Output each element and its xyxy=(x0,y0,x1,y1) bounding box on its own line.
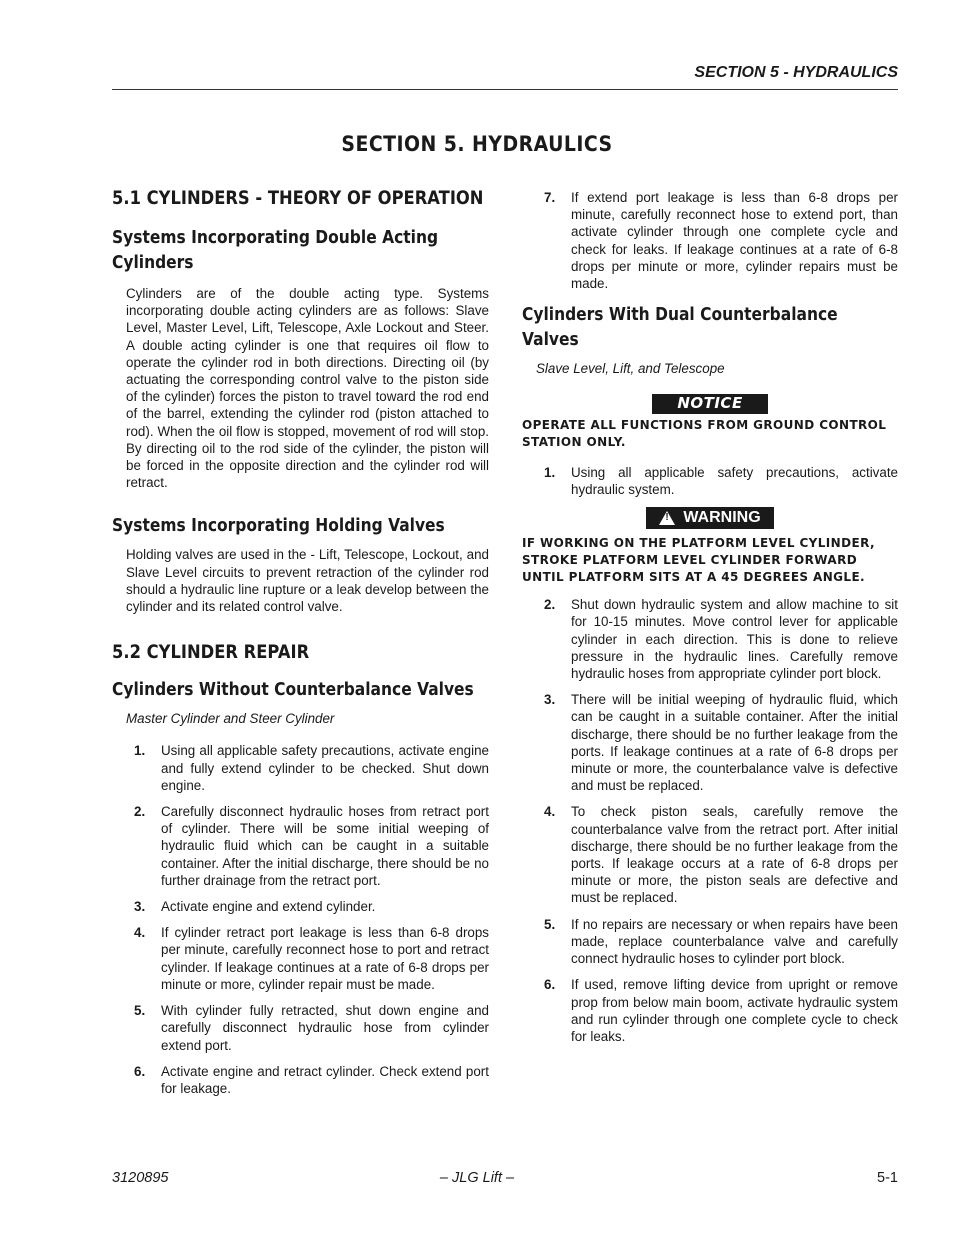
notice-badge: NOTICE xyxy=(652,394,768,413)
list-item xyxy=(522,976,898,1045)
list-item xyxy=(112,742,489,794)
step-text: With cylinder fully retracted, shut down engine and carefully disconnect hydraulic hose from cylinder extend port. xyxy=(161,1003,489,1053)
dual-counterbalance-subtitle: Slave Level, Lift, and Telescope xyxy=(536,361,725,377)
step-text: Activate engine and retract cylinder. Check extend port for leakage. xyxy=(161,1063,489,1096)
list-item xyxy=(522,189,898,292)
list-item xyxy=(112,898,489,915)
warning-triangle-icon xyxy=(659,511,675,525)
step-text: There will be initial weeping of hydraulic fluid, which can be caught in a suitable container. After the initial discharge, there should be no further leakage from the ports. If leakage continues at a rate of 6-8 drops per minute or more, the counterbalance valve is defective and must be replaced. xyxy=(571,692,898,794)
double-acting-heading: Systems Incorporating Double Acting Cylinders xyxy=(112,227,439,273)
step-number: 2. xyxy=(134,804,146,820)
right-column xyxy=(522,189,898,1054)
notice-text: OPERATE ALL FUNCTIONS FROM GROUND CONTROL STATION ONLY. xyxy=(522,417,887,449)
holding-valves-heading: Systems Incorporating Holding Valves xyxy=(112,515,445,537)
step-number: 1. xyxy=(134,743,146,759)
step-text: Shut down hydraulic system and allow machine to sit for 10-15 minutes. Move control lever for applicable cylinder in each direction. This is done to relieve pressure in the hydraulic lines. Carefully remove hydraulic hoses from appropriate cylinder port block. xyxy=(571,597,898,682)
running-header: SECTION 5 - HYDRAULICS xyxy=(694,64,898,81)
step-number: 2. xyxy=(544,597,556,613)
step-number: 4. xyxy=(134,925,146,941)
list-item xyxy=(522,464,898,498)
step-number: 6. xyxy=(134,1063,146,1079)
list-item xyxy=(112,803,489,889)
left-column xyxy=(112,186,489,1106)
step-text: If used, remove lifting device from upright or remove prop from below main boom, activate hydraulic system and run cylinder through one complete cycle to check for leaks. xyxy=(571,977,898,1044)
without-counterbalance-steps-continued xyxy=(522,189,898,292)
step-number: 3. xyxy=(134,899,146,915)
list-item xyxy=(112,1002,489,1054)
notice-badge-row xyxy=(522,394,898,413)
list-item xyxy=(522,803,898,906)
list-item xyxy=(112,1063,489,1097)
list-item xyxy=(522,916,898,968)
dual-counterbalance-steps xyxy=(522,596,898,1045)
document-number: 3120895 xyxy=(112,1170,169,1186)
dual-step-1 xyxy=(522,464,898,498)
step-text: Using all applicable safety precautions, activate engine and fully extend cylinder to be checked. Shut down engine. xyxy=(161,743,489,793)
step-text: If extend port leakage is less than 6-8 drops per minute, carefully reconnect hose to extend port, than activate cylinder through one complete cycle and check for leaks. If leakage continues at a rate of 6-8 drops per minute or more, cylinder repairs must be made. xyxy=(571,190,898,292)
step-number: 3. xyxy=(544,692,556,708)
warning-label: WARNING xyxy=(683,509,761,527)
step-text: If no repairs are necessary or when repairs have been made, replace counterbalance valve and carefully connect hydraulic hoses to cylinder port block. xyxy=(571,916,898,967)
step-text: Using all applicable safety precautions, activate hydraulic system. xyxy=(571,464,898,497)
header-rule xyxy=(112,89,898,90)
warning-badge-row xyxy=(522,507,898,529)
step-number: 5. xyxy=(134,1003,146,1019)
step-number: 1. xyxy=(544,464,556,480)
list-item xyxy=(522,596,898,682)
step-text: If cylinder retract port leakage is less than 6-8 drops per minute, carefully reconnect hose to port and retract cylinder. If leakage continues at a rate of 6-8 drops per minute or more, cylinder repair must be made. xyxy=(161,925,489,992)
step-text: To check piston seals, carefully remove the counterbalance valve from the retract port. After initial discharge, there should be no further leakage from the ports. If leakage occurs at a rate of 6-8 drops per minute or more, the piston seals are defective and must be replaced. xyxy=(571,804,898,906)
step-number: 6. xyxy=(544,977,556,993)
double-acting-paragraph: Cylinders are of the double acting type. Systems incorporating double acting cylinders are as follows: Slave Level, Master Level, Lift, Telescope, Axle Lockout and Steer. A double acting cylinder is one that requires oil flow to operate the cylinder rod in both directions. Directing oil (by actuating the corresponding control valve to the piston side of the cylinder) forces the piston to travel toward the rod end of the barrel, extending the cylinder rod (piston attached to rod). When the oil flow is stopped, movement of rod will stop. By directing oil to the rod side of the cylinder, the piston will be forced in the opposite direction and the cylinder rod will retract. xyxy=(126,286,489,491)
warning-badge xyxy=(646,507,774,529)
without-counterbalance-subtitle: Master Cylinder and Steer Cylinder xyxy=(126,711,335,727)
dual-counterbalance-heading: Cylinders With Dual Counterbalance Valves xyxy=(522,304,838,351)
step-text: Activate engine and extend cylinder. xyxy=(161,899,376,915)
without-counterbalance-steps xyxy=(112,742,489,1097)
step-number: 7. xyxy=(544,190,556,205)
list-item xyxy=(522,691,898,794)
section-5-1-heading: 5.1 CYLINDERS - THEORY OF OPERATION xyxy=(112,187,484,209)
footer-publisher: – JLG Lift – xyxy=(439,1170,515,1186)
page-title: SECTION 5. HYDRAULICS xyxy=(341,132,613,156)
without-counterbalance-heading: Cylinders Without Counterbalance Valves xyxy=(112,679,474,701)
holding-valves-paragraph: Holding valves are used in the - Lift, Telescope, Lockout, and Slave Level circuits to prevent retraction of the cylinder rod should a hydraulic line rupture or a leak develop between the cylinder and its related control valve. xyxy=(126,547,489,615)
step-number: 5. xyxy=(544,916,556,932)
step-number: 4. xyxy=(544,804,556,820)
page-number: 5-1 xyxy=(877,1170,898,1186)
warning-text: IF WORKING ON THE PLATFORM LEVEL CYLINDER, STROKE PLATFORM LEVEL CYLINDER FORWARD UNTIL PLATFORM SITS AT A 45 DEGREES ANGLE. xyxy=(522,536,875,585)
list-item xyxy=(112,924,489,993)
step-text: Carefully disconnect hydraulic hoses from retract port of cylinder. There will be some initial weeping of hydraulic fluid which can be caught in a suitable container. After the initial discharge, there should be no further drainage from the retract port. xyxy=(161,804,489,888)
section-5-2-heading: 5.2 CYLINDER REPAIR xyxy=(112,641,310,664)
